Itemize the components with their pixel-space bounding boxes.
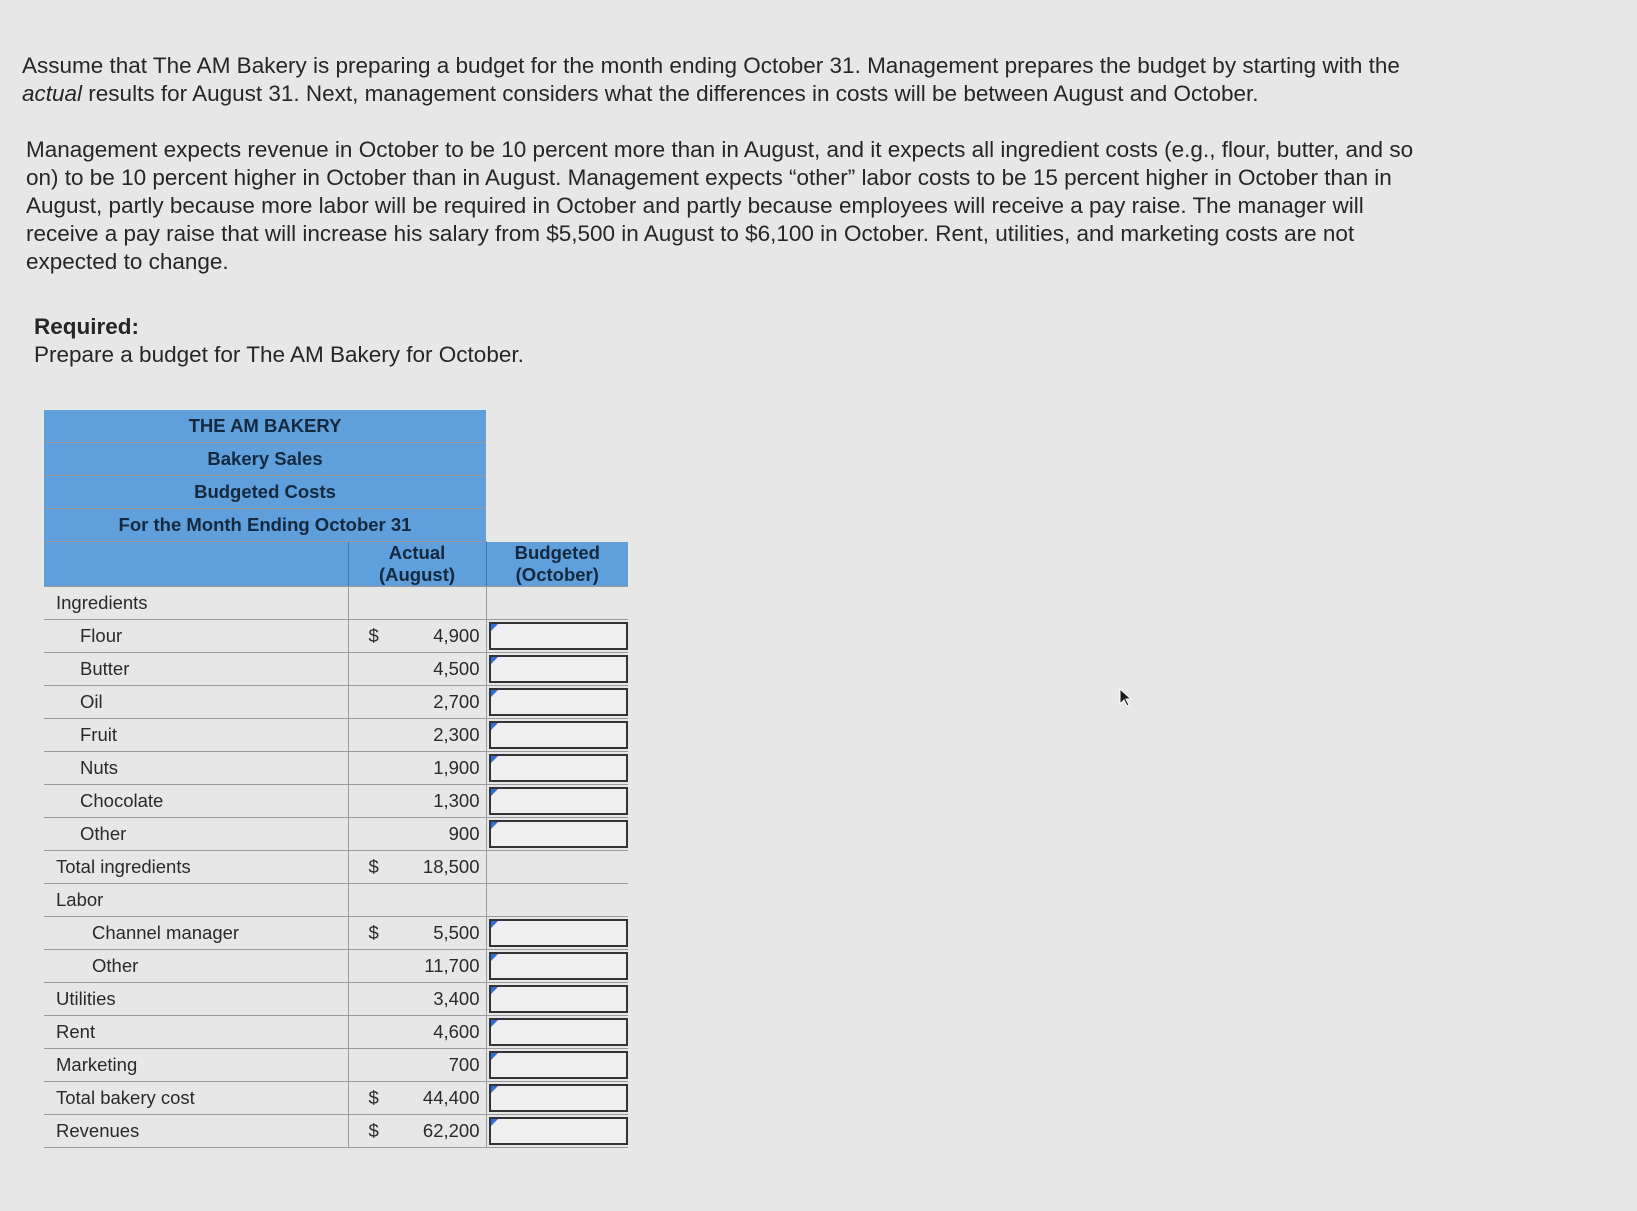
actual-cell <box>348 1115 486 1148</box>
actual-cell <box>348 1049 486 1082</box>
table-subtitle: Bakery Sales <box>44 443 486 476</box>
budget-cell[interactable] <box>486 1115 628 1148</box>
table-row <box>44 686 628 719</box>
table-row <box>44 620 628 653</box>
required-text: Prepare a budget for The AM Bakery for October. <box>34 342 524 367</box>
actual-cell <box>348 1016 486 1049</box>
budget-table <box>44 410 628 1148</box>
budget-cell <box>486 884 628 917</box>
intro-paragraph-2: Management expects revenue in October to be 10 percent more than in August, and it expects all ingredient costs (e.g., flour, butter, and so on) to be 10 percent higher in October than in August. Management expects “other” labor costs to be 15 percent higher in October than in August, partly because more labor will be required in October and partly because employees will receive a pay raise. The manager will receive a pay raise that will increase his salary from $5,500 in August to $6,100 in October. Rent, utilities, and marketing costs are not expected to change. <box>26 137 1414 274</box>
row-label: Revenues <box>44 1115 348 1148</box>
budget-cell <box>486 587 628 620</box>
actual-cell <box>348 719 486 752</box>
budget-cell[interactable] <box>486 818 628 851</box>
budget-cell[interactable] <box>486 719 628 752</box>
table-row <box>44 785 628 818</box>
actual-amount: 700 <box>448 1054 480 1075</box>
budget-input[interactable] <box>489 655 629 683</box>
table-row <box>44 1016 628 1049</box>
budget-cell[interactable] <box>486 1016 628 1049</box>
budget-cell[interactable] <box>486 653 628 686</box>
table-subtitle-row <box>44 443 628 476</box>
table-row <box>44 983 628 1016</box>
budget-cell[interactable] <box>486 983 628 1016</box>
actual-cell <box>348 587 486 620</box>
dollar-sign: $ <box>368 625 379 646</box>
actual-amount: 4,900 <box>433 625 480 646</box>
column-header-row <box>44 542 628 587</box>
actual-cell <box>348 1082 486 1115</box>
budget-cell[interactable] <box>486 620 628 653</box>
actual-amount: 18,500 <box>422 856 480 877</box>
required-heading: Required: <box>34 314 140 339</box>
budget-cell[interactable] <box>486 785 628 818</box>
table-title: THE AM BAKERY <box>44 410 486 443</box>
actual-cell <box>348 851 486 884</box>
row-label: Rent <box>44 1016 348 1049</box>
dollar-sign: $ <box>368 1087 379 1108</box>
budget-input[interactable] <box>489 1084 629 1112</box>
budget-cell[interactable] <box>486 752 628 785</box>
table-row <box>44 587 628 620</box>
actual-header-line2: (August) <box>378 564 456 585</box>
budget-input[interactable] <box>489 721 629 749</box>
row-label: Other <box>44 818 348 851</box>
actual-header-line1: Actual <box>388 542 446 563</box>
intro-text-start: Assume that The AM Bakery is preparing a budget for the month ending October 31. Management prepares the budget by starting with the <box>22 53 1400 78</box>
budget-input[interactable] <box>489 919 629 947</box>
budget-header-line2: (October) <box>515 563 599 585</box>
row-label: Flour <box>44 620 348 653</box>
actual-amount: 2,300 <box>433 724 480 745</box>
table-row <box>44 653 628 686</box>
table-row <box>44 950 628 983</box>
actual-amount: 62,200 <box>422 1120 480 1141</box>
actual-cell <box>348 686 486 719</box>
table-row <box>44 851 628 884</box>
actual-cell <box>348 653 486 686</box>
table-row <box>44 917 628 950</box>
mouse-pointer-icon <box>1118 688 1134 708</box>
row-label: Butter <box>44 653 348 686</box>
row-label: Total ingredients <box>44 851 348 884</box>
actual-cell <box>348 785 486 818</box>
budget-header-line1: Budgeted <box>514 541 600 563</box>
row-label: Total bakery cost <box>44 1082 348 1115</box>
budget-cell[interactable] <box>486 686 628 719</box>
budget-cell[interactable] <box>486 1049 628 1082</box>
actual-cell <box>348 950 486 983</box>
budget-input[interactable] <box>489 1018 629 1046</box>
row-label: Channel manager <box>44 917 348 950</box>
actual-amount: 1,300 <box>433 790 480 811</box>
budget-input[interactable] <box>489 1051 629 1079</box>
row-label: Utilities <box>44 983 348 1016</box>
table-subtitle-2: Budgeted Costs <box>44 476 486 509</box>
table-row <box>44 1115 628 1148</box>
actual-cell <box>348 983 486 1016</box>
intro-paragraph-1 <box>22 52 1422 108</box>
table-period: For the Month Ending October 31 <box>44 509 486 542</box>
row-label: Nuts <box>44 752 348 785</box>
row-label: Marketing <box>44 1049 348 1082</box>
row-label: Other <box>44 950 348 983</box>
budget-input[interactable] <box>489 688 629 716</box>
budget-input[interactable] <box>489 787 629 815</box>
table-row <box>44 818 628 851</box>
actual-amount: 4,600 <box>433 1021 480 1042</box>
actual-column-header <box>348 542 486 587</box>
budget-input[interactable] <box>489 820 629 848</box>
actual-cell <box>348 620 486 653</box>
budget-input[interactable] <box>489 1117 629 1145</box>
budget-cell[interactable] <box>486 917 628 950</box>
dollar-sign: $ <box>368 1120 379 1141</box>
budget-column-header <box>486 542 628 587</box>
budget-cell <box>486 851 628 884</box>
actual-cell <box>348 917 486 950</box>
actual-amount: 11,700 <box>424 955 480 976</box>
budget-input[interactable] <box>489 754 629 782</box>
budget-cell[interactable] <box>486 950 628 983</box>
actual-amount: 44,400 <box>422 1087 480 1108</box>
actual-amount: 1,900 <box>433 757 480 778</box>
intro-text-end: results for August 31. Next, management considers what the differences in costs will be between August and October. <box>82 81 1259 106</box>
dollar-sign: $ <box>368 856 379 877</box>
actual-cell <box>348 818 486 851</box>
actual-cell <box>348 752 486 785</box>
actual-amount: 2,700 <box>433 691 480 712</box>
row-label: Labor <box>44 884 348 917</box>
budget-input[interactable] <box>489 622 629 650</box>
budget-input[interactable] <box>489 952 629 980</box>
table-row <box>44 1049 628 1082</box>
table-period-row <box>44 509 628 542</box>
row-label: Fruit <box>44 719 348 752</box>
actual-amount: 5,500 <box>433 922 480 943</box>
intro-italic-word: actual <box>22 81 83 106</box>
actual-amount: 3,400 <box>433 988 480 1009</box>
table-row <box>44 719 628 752</box>
table-row <box>44 752 628 785</box>
actual-amount: 900 <box>448 823 480 844</box>
table-row <box>44 884 628 917</box>
actual-cell <box>348 884 486 917</box>
table-title-row <box>44 410 628 443</box>
budget-cell[interactable] <box>486 1082 628 1115</box>
table-subtitle2-row <box>44 476 628 509</box>
row-label: Chocolate <box>44 785 348 818</box>
dollar-sign: $ <box>368 922 379 943</box>
actual-amount: 4,500 <box>433 658 480 679</box>
budget-input[interactable] <box>489 985 629 1013</box>
row-label: Ingredients <box>44 587 348 620</box>
table-row <box>44 1082 628 1115</box>
row-label: Oil <box>44 686 348 719</box>
label-column-header <box>44 542 348 587</box>
